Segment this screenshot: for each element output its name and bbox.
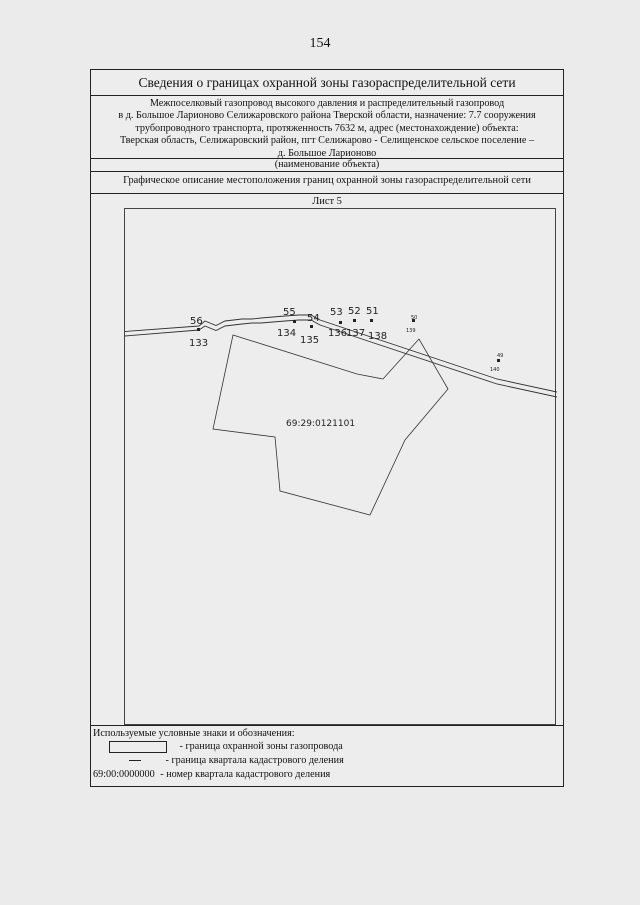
point-marker [497,359,500,362]
point-label-49: 49 [497,353,504,359]
point-label-139: 139 [406,328,416,334]
legend-item-quarter-boundary [93,755,344,766]
point-marker [197,328,200,331]
legend-item-protection-zone [93,741,343,753]
object-name-caption: (наименование объекта) [91,159,563,172]
point-label-50: 50 [411,315,418,321]
point-label-51: 51 [366,306,379,317]
point-marker [339,321,342,324]
legend-desc: - номер квартала кадастрового деления [160,769,331,780]
description-line: трубопроводного транспорта, протяженность 7632 м, адрес (местонахождение) объекта: [135,122,519,134]
description-line: д. Большое Ларионово [277,147,377,159]
point-label-137: 137 [346,328,366,339]
legend-item-quarter-number [93,769,330,780]
legend-desc: - граница охранной зоны газопровода [179,741,343,753]
map-area [124,208,556,725]
description-line: Тверская область, Селижаровский район, пгт Селижарово - Селищенское сельское поселение – [119,135,535,147]
point-label-133: 133 [189,338,209,349]
point-marker [370,319,373,322]
point-label-134: 134 [277,328,297,339]
graphic-description-title: Графическое описание местоположения границ охранной зоны газораспределительной сети [91,172,563,194]
sheet-label: Лист 5 [312,196,342,207]
legend-desc: - граница квартала кадастрового деления [165,755,344,766]
document-title: Сведения о границах охранной зоны газораспределительной сети [91,70,563,96]
point-label-55: 55 [283,307,296,318]
point-markers [197,319,500,362]
point-marker [310,325,313,328]
point-label-56: 56 [190,316,203,327]
quarter-boundary-symbol [129,760,141,761]
map-drawing [125,209,557,726]
point-label-136: 136 [328,328,348,339]
legend [91,725,563,788]
point-label-138: 138 [368,331,388,342]
page-number: 154 [309,36,331,51]
point-label-53: 53 [330,307,343,318]
point-marker [293,320,296,323]
protection-zone-symbol [109,741,167,753]
point-label-52: 52 [348,306,361,317]
point-label-54: 54 [307,313,320,324]
description-line: в д. Большое Ларионово Селижаровского района Тверской области, назначение: 7.7 сооружения [118,110,536,122]
point-label-140: 140 [490,367,500,373]
point-marker [353,319,356,322]
quarter-number-symbol: 69:00:0000000 [93,769,155,780]
description-line: Межпоселковый газопровод высокого давления и распределительный газопровод [149,98,505,109]
cadastral-quarter-number: 69:29:0121101 [286,419,356,429]
legend-title: Используемые условные знаки и обозначения: [93,728,295,739]
object-description [91,96,563,159]
point-label-135: 135 [300,335,320,346]
